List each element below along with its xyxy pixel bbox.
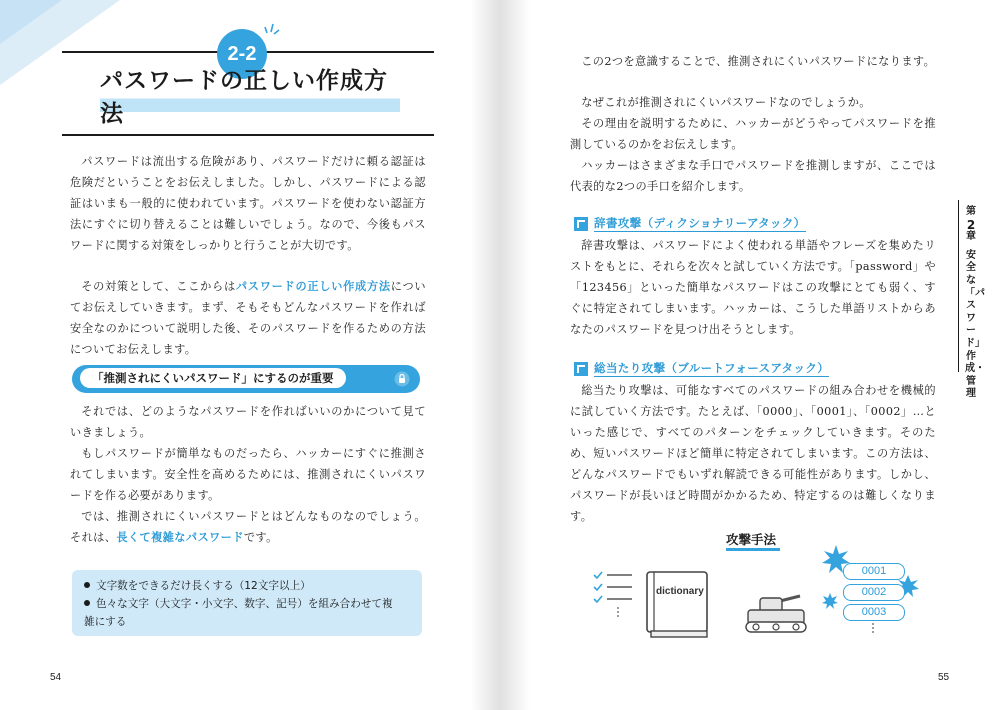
section-badge: 2-2 (217, 29, 267, 79)
paragraph-2 (70, 276, 426, 360)
page-title: パスワードの正しい作成方法 (100, 74, 400, 116)
chapter-prefix: 第 (966, 206, 976, 217)
para2-emphasis: パスワードの正しい作成方法 (235, 279, 391, 293)
bullet-icon (84, 600, 90, 606)
section-banner (72, 365, 420, 393)
bullet-item (84, 577, 404, 595)
bullet-box (72, 570, 422, 636)
banner-label: 「推測されにくいパスワード」にするのが重要 (80, 368, 346, 388)
paragraph-3: それでは、どのようなパスワードを作ればいいのかについて見ていきましょう。 (70, 405, 426, 439)
checklist-icon (592, 570, 634, 618)
chapter-title: 安全な「パスワード」作成・管理 (965, 249, 985, 400)
code-pill: 0001 (843, 563, 905, 580)
paragraph-4: もしパスワードが簡単なものだったら、ハッカーにすぐに推測されてしまいます。安全性を高めるためには、推測されにくいパスワードを作る必要があります。 (70, 447, 426, 502)
intro-paragraph: パスワードは流出する危険があり、パスワードだけに頼る認証は危険だということをお伝えしました。しかし、パスワードによる認証はいまも一般的に使われています。パスワードを使わない認証方法にすぐに切り替えることは難しいでしょう。なので、今後もパスワードに関する対策をしっかりと行うことが大切です。 (70, 155, 426, 252)
bullet-text: 色々な文字（大文字・小文字、数字、記号）を組み合わせて複雑にする (84, 598, 393, 628)
bullet-icon (84, 582, 90, 588)
chapter-suffix: 章 (966, 231, 976, 243)
code-pill: 0003 (843, 604, 905, 621)
para5-text: では、推測されにくいパスワードとはどんなものなのでしょう。それは、 (70, 510, 426, 544)
lock-icon (394, 371, 410, 387)
right-page (500, 0, 1000, 710)
chapter-number: 2 (966, 217, 976, 232)
paragraph-5 (70, 506, 426, 548)
para2-text-end: についてお伝えしていきます。まず、そもそもどんなパスワードを作れば安全なのかについて説明した後、そのパスワードを作るための方法についてお伝えします。 (70, 280, 426, 356)
subheading-brute-force (594, 360, 829, 376)
book-gutter-shadow (470, 0, 530, 710)
more-dots-icon (871, 622, 875, 636)
code-pill: 0002 (843, 584, 905, 601)
subheading-text: 総当たり攻撃（ブルートフォースアタック） (594, 361, 830, 375)
title-rule-bottom (62, 134, 434, 136)
para5-emphasis: 長くて複雑なパスワード (116, 530, 244, 544)
brute-force-body: 総当たり攻撃は、可能なすべてのパスワードの組み合わせを機械的に試していく方法です。たとえば、「0000」、「0001」、「0002」…といった感じで、すべてのパターンをチェックしていきます。そのため、短いパスワードほど簡単に特定されてしまいます。この方法は、どんなパスワードでもいずれ解読できる可能性があります。しかし、パスワードが長いほど時間がかかるため、特定するのは難しくなります。 (570, 384, 936, 523)
subheading-dictionary-attack (594, 215, 806, 231)
dictionary-attack-body: 辞書攻撃は、パスワードによく使われる単語やフレーズを集めたリストをもとに、それらを次々と試していく方法です。「password」や「123456」といった簡単なパスワードはこの攻撃にとても弱く、すぐに特定されてしまいます。ハッカーは、こうした単語リストからあなたのパスワードを見つけ出そうとします。 (570, 239, 936, 336)
page-number-right: 55 (938, 672, 950, 683)
para5-text-end: です。 (243, 531, 278, 544)
right-paragraph-2: なぜこれが推測されにくいパスワードなのでしょうか。 (581, 96, 871, 109)
subheading-text: 辞書攻撃（ディクショナリーアタック） (594, 216, 806, 230)
chapter-label (965, 206, 985, 401)
tank-icon (742, 590, 816, 638)
page-number-left: 54 (50, 672, 62, 683)
book-label: dictionary (656, 586, 704, 597)
right-paragraph-1: この2つを意識することで、推測されにくいパスワードになります。 (581, 55, 936, 68)
sparkle-icon (264, 22, 280, 36)
dictionary-book-icon (646, 571, 710, 639)
bullet-item (84, 595, 394, 631)
right-paragraph-3: その理由を説明するために、ハッカーがどうやってパスワードを推測しているのかをお伝えします。 (570, 117, 936, 151)
subheading-icon (574, 217, 588, 231)
figure-title: 攻撃手法 (726, 532, 777, 547)
subheading-icon (574, 362, 588, 376)
bullet-text: 文字数をできるだけ長くする（12文字以上） (96, 580, 311, 592)
para2-text: その対策として、ここからは (81, 280, 236, 293)
figure-title-underline (726, 548, 780, 551)
right-paragraph-4: ハッカーはさまざまな手口でパスワードを推測しますが、ここでは代表的な2つの手口を紹介します。 (570, 159, 936, 193)
